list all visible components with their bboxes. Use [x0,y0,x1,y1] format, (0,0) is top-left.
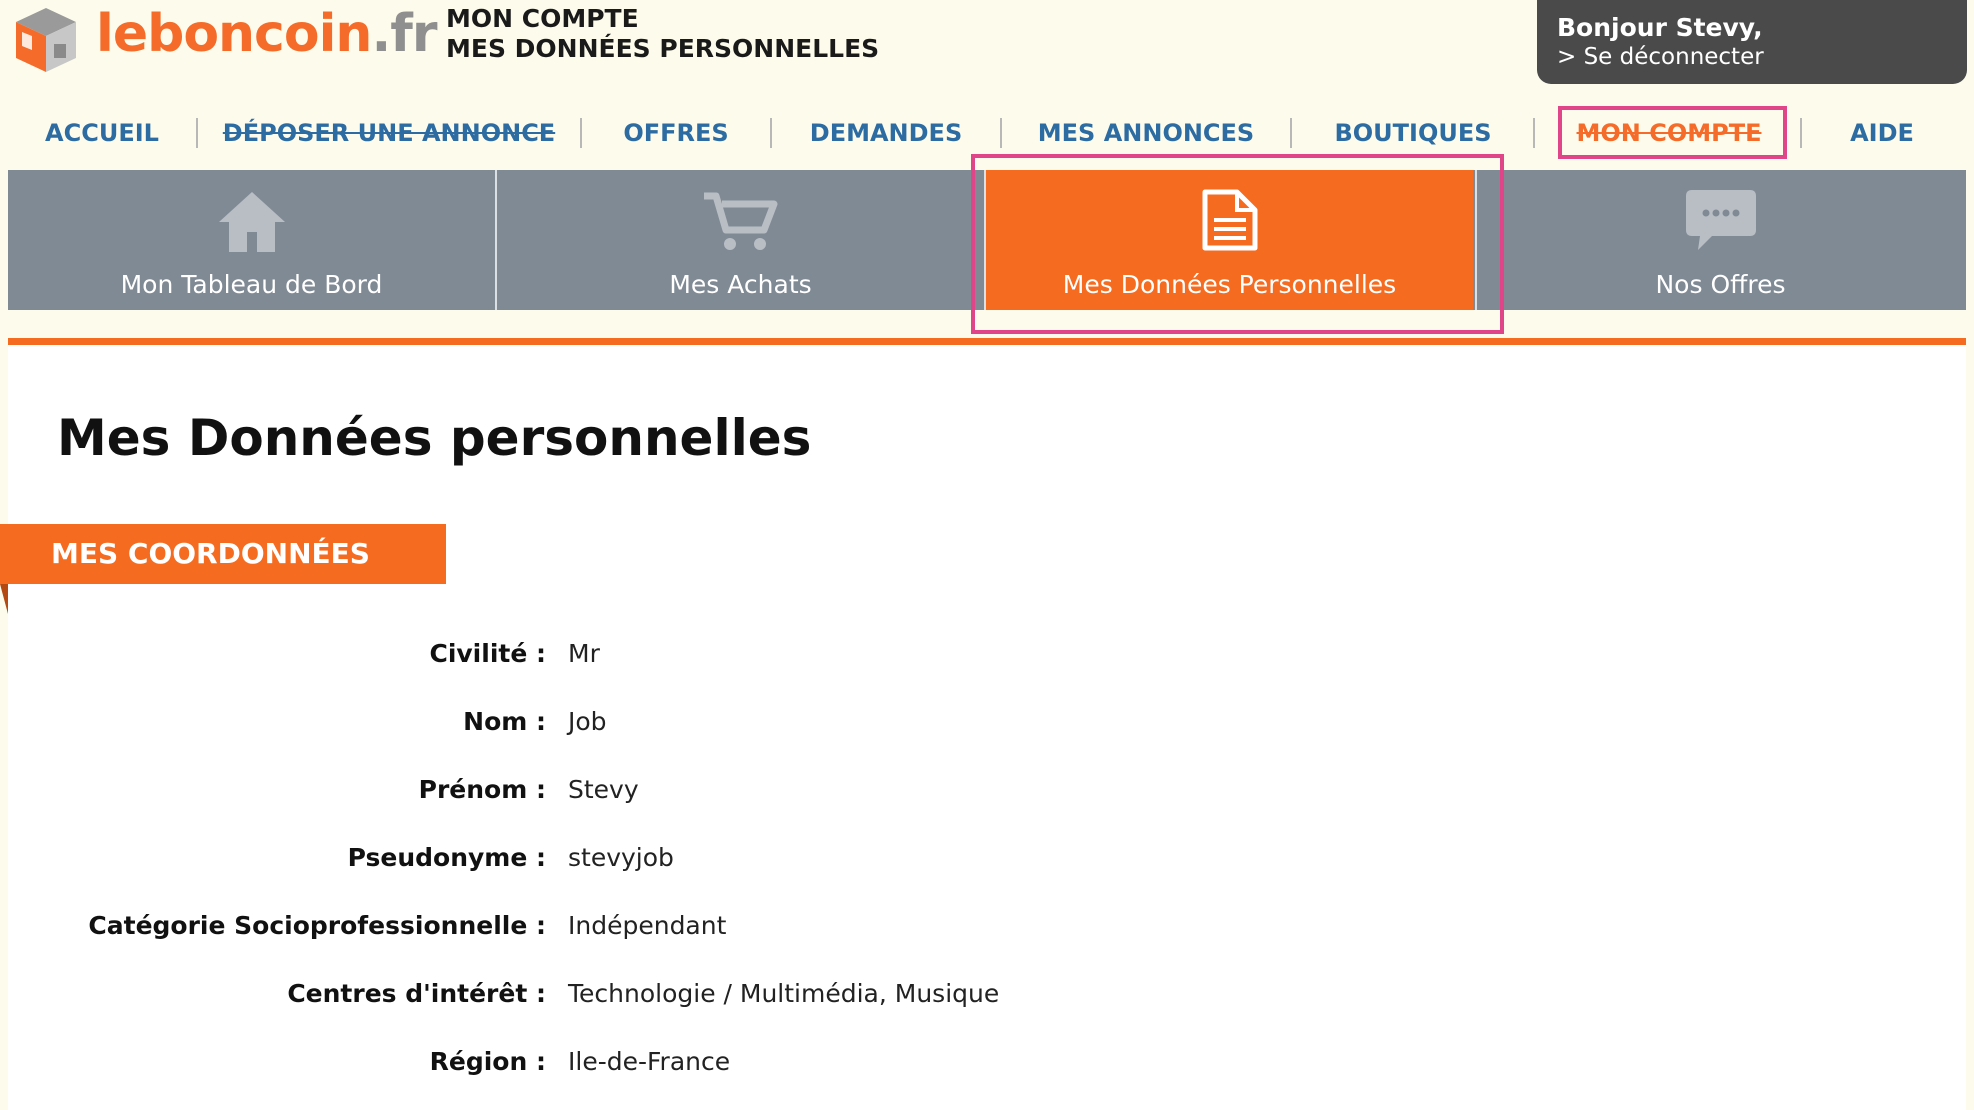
section-header-fold [0,584,8,614]
cart-icon [702,188,780,252]
field-value: stevyjob [568,843,674,872]
field-label: Région : [429,1047,546,1076]
field-label: Centres d'intérêt : [287,979,546,1008]
nav-mon-compte[interactable]: MON COMPTE [1576,119,1762,147]
tab-label: Mon Tableau de Bord [120,270,383,299]
field-row-region [0,1042,1200,1082]
field-value: Stevy [568,775,639,804]
main-nav [0,110,1974,156]
tab-donnees-personnelles[interactable] [986,170,1473,310]
nav-offres[interactable]: OFFRES [623,119,729,147]
document-icon [1201,188,1259,252]
nav-separator [1290,118,1292,148]
field-row-centres-interet [0,974,1200,1014]
field-label: Prénom : [418,775,546,804]
nav-boutiques[interactable]: BOUTIQUES [1334,119,1492,147]
nav-separator [580,118,582,148]
user-greeting: Bonjour Stevy, [1557,13,1763,42]
tab-nos-offres[interactable] [1477,170,1964,310]
nav-aide[interactable]: AIDE [1850,119,1914,147]
nav-separator [1800,118,1802,148]
field-value: Mr [568,639,600,668]
breadcrumb [446,4,879,64]
field-value: Job [568,707,607,736]
field-row-pseudonyme [0,838,1200,878]
nav-accueil[interactable]: ACCUEIL [45,119,159,147]
nav-separator [196,118,198,148]
nav-separator [770,118,772,148]
tab-label: Nos Offres [1655,270,1786,299]
breadcrumb-page: MES DONNÉES PERSONNELLES [446,34,880,63]
field-label: Nom : [463,707,546,736]
field-label: Catégorie Socioprofessionnelle : [88,911,546,940]
field-value: Technologie / Multimédia, Musique [568,979,1000,1008]
field-value: Ile-de-France [568,1047,731,1076]
field-value: Indépendant [568,911,727,940]
field-row-prenom [0,770,1200,810]
field-label: Civilité : [429,639,546,668]
nav-deposer-annonce[interactable]: DÉPOSER UNE ANNONCE [222,119,556,147]
field-row-nom [0,702,1200,742]
nav-mes-annonces[interactable]: MES ANNONCES [1037,119,1255,147]
field-row-civilite [0,634,1200,674]
page-title: Mes Données personnelles [57,409,812,467]
user-panel [1537,0,1967,84]
section-header-coordonnees: MES COORDONNÉES [0,524,446,584]
site-logo[interactable] [8,0,437,80]
logout-link[interactable]: > Se déconnecter [1557,44,1764,70]
tab-mes-achats[interactable] [497,170,984,310]
speech-bubble-icon [1684,188,1758,254]
tab-label: Mes Achats [669,270,812,299]
breadcrumb-section: MON COMPTE [446,4,639,33]
house-icon [215,188,289,254]
nav-separator [1533,118,1535,148]
field-row-categorie [0,906,1200,946]
nav-demandes[interactable]: DEMANDES [809,119,963,147]
account-tabs [8,170,1966,310]
tab-label: Mes Données Personnelles [1062,270,1397,299]
nav-separator [1000,118,1002,148]
logo-wordmark: leboncoin.fr [96,4,437,64]
box-logo-icon [8,0,84,76]
field-label: Pseudonyme : [347,843,546,872]
tab-tableau-de-bord[interactable] [8,170,495,310]
